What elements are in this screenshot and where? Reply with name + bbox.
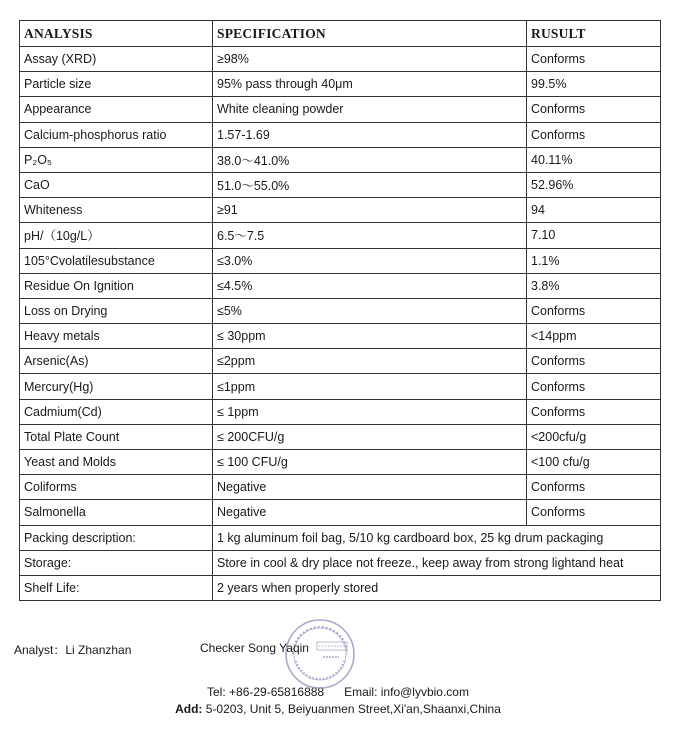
shelf-life-value: 2 years when properly stored <box>213 575 661 600</box>
header-analysis: ANALYSIS <box>20 21 213 47</box>
table-row <box>20 450 661 475</box>
spec-cell: ≤ 1ppm <box>213 399 527 424</box>
result-cell: Conforms <box>527 349 661 374</box>
result-cell: Conforms <box>527 47 661 72</box>
result-cell: Conforms <box>527 399 661 424</box>
analysis-cell: Appearance <box>20 97 213 122</box>
spec-cell: ≤4.5% <box>213 273 527 298</box>
result-cell: <200cfu/g <box>527 424 661 449</box>
result-cell: <14ppm <box>527 324 661 349</box>
checker-signature: Checker Song Yaqin <box>200 641 309 655</box>
analysis-cell: Particle size <box>20 72 213 97</box>
storage-value: Store in cool & dry place not freeze., keep away from strong lightand heat <box>213 550 661 575</box>
spec-cell: 38.0～41.0% <box>213 147 527 172</box>
spec-cell: 95% pass through 40μm <box>213 72 527 97</box>
header-specification: SPECIFICATION <box>213 21 527 47</box>
result-cell: 1.1% <box>527 248 661 273</box>
spec-cell: ≤3.0% <box>213 248 527 273</box>
telephone: Tel: +86-29-65816888 <box>207 685 325 699</box>
analysis-cell: Total Plate Count <box>20 424 213 449</box>
spec-cell: Negative <box>213 475 527 500</box>
address-label: Add: <box>175 702 203 716</box>
analysis-cell: Loss on Drying <box>20 298 213 323</box>
analysis-cell: P₂O₅ <box>20 147 213 172</box>
table-row <box>20 349 661 374</box>
table-row <box>20 97 661 122</box>
analysis-cell: pH/（10g/L） <box>20 223 213 248</box>
analysis-cell: Heavy metals <box>20 324 213 349</box>
spec-cell: White cleaning powder <box>213 97 527 122</box>
spec-cell: ≤2ppm <box>213 349 527 374</box>
result-cell: 40.11% <box>527 147 661 172</box>
table-row <box>20 298 661 323</box>
result-cell: 94 <box>527 198 661 223</box>
analysis-cell: Residue On Ignition <box>20 273 213 298</box>
table-row <box>20 424 661 449</box>
table-row <box>20 172 661 197</box>
result-cell: Conforms <box>527 298 661 323</box>
address-line <box>0 702 676 716</box>
result-cell: <100 cfu/g <box>527 450 661 475</box>
table-row <box>20 248 661 273</box>
spec-cell: 6.5～7.5 <box>213 223 527 248</box>
analysis-cell: Yeast and Molds <box>20 450 213 475</box>
analysis-cell: Salmonella <box>20 500 213 525</box>
result-cell: Conforms <box>527 500 661 525</box>
result-cell: 3.8% <box>527 273 661 298</box>
table-row <box>20 72 661 97</box>
packing-label: Packing description: <box>20 525 213 550</box>
table-row <box>20 198 661 223</box>
spec-cell: ≥98% <box>213 47 527 72</box>
table-row <box>20 273 661 298</box>
analysis-cell: Calcium-phosphorus ratio <box>20 122 213 147</box>
spec-cell: ≤1ppm <box>213 374 527 399</box>
analysis-cell: CaO <box>20 172 213 197</box>
header-result: RUSULT <box>527 21 661 47</box>
table-row <box>20 122 661 147</box>
shelf-life-label: Shelf Life: <box>20 575 213 600</box>
analysis-cell: 105°Cvolatilesubstance <box>20 248 213 273</box>
spec-cell: Negative <box>213 500 527 525</box>
packing-row <box>20 525 661 550</box>
analysis-cell: Whiteness <box>20 198 213 223</box>
result-cell: Conforms <box>527 97 661 122</box>
analysis-cell: Arsenic(As) <box>20 349 213 374</box>
result-cell: 99.5% <box>527 72 661 97</box>
email: Email: info@lyvbio.com <box>344 685 469 699</box>
storage-row <box>20 550 661 575</box>
result-cell: 7.10 <box>527 223 661 248</box>
spec-cell: 51.0～55.0% <box>213 172 527 197</box>
address: 5-0203, Unit 5, Beiyuanmen Street,Xi'an,Shaanxi,China <box>205 702 501 716</box>
table-row <box>20 47 661 72</box>
table-body <box>20 47 661 601</box>
table-row <box>20 223 661 248</box>
analysis-table <box>19 20 661 601</box>
spec-cell: 1.57-1.69 <box>213 122 527 147</box>
result-cell: 52.96% <box>527 172 661 197</box>
result-cell: Conforms <box>527 475 661 500</box>
shelf-life-row <box>20 575 661 600</box>
spec-cell: ≤ 30ppm <box>213 324 527 349</box>
result-cell: Conforms <box>527 122 661 147</box>
table-row <box>20 475 661 500</box>
table-row <box>20 147 661 172</box>
table-row <box>20 374 661 399</box>
table-row <box>20 324 661 349</box>
packing-value: 1 kg aluminum foil bag, 5/10 kg cardboard box, 25 kg drum packaging <box>213 525 661 550</box>
cropped-heading-fragment <box>20 0 160 6</box>
table-row <box>20 500 661 525</box>
spec-cell: ≤ 100 CFU/g <box>213 450 527 475</box>
analysis-cell: Cadmium(Cd) <box>20 399 213 424</box>
table-header-row <box>20 21 661 47</box>
spec-cell: ≥91 <box>213 198 527 223</box>
analysis-cell: Coliforms <box>20 475 213 500</box>
storage-label: Storage: <box>20 550 213 575</box>
analysis-cell: Assay (XRD) <box>20 47 213 72</box>
spec-cell: ≤ 200CFU/g <box>213 424 527 449</box>
table-row <box>20 399 661 424</box>
result-cell: Conforms <box>527 374 661 399</box>
analysis-cell: Mercury(Hg) <box>20 374 213 399</box>
spec-cell: ≤5% <box>213 298 527 323</box>
analyst-signature: Analyst：Li Zhanzhan <box>14 643 132 657</box>
